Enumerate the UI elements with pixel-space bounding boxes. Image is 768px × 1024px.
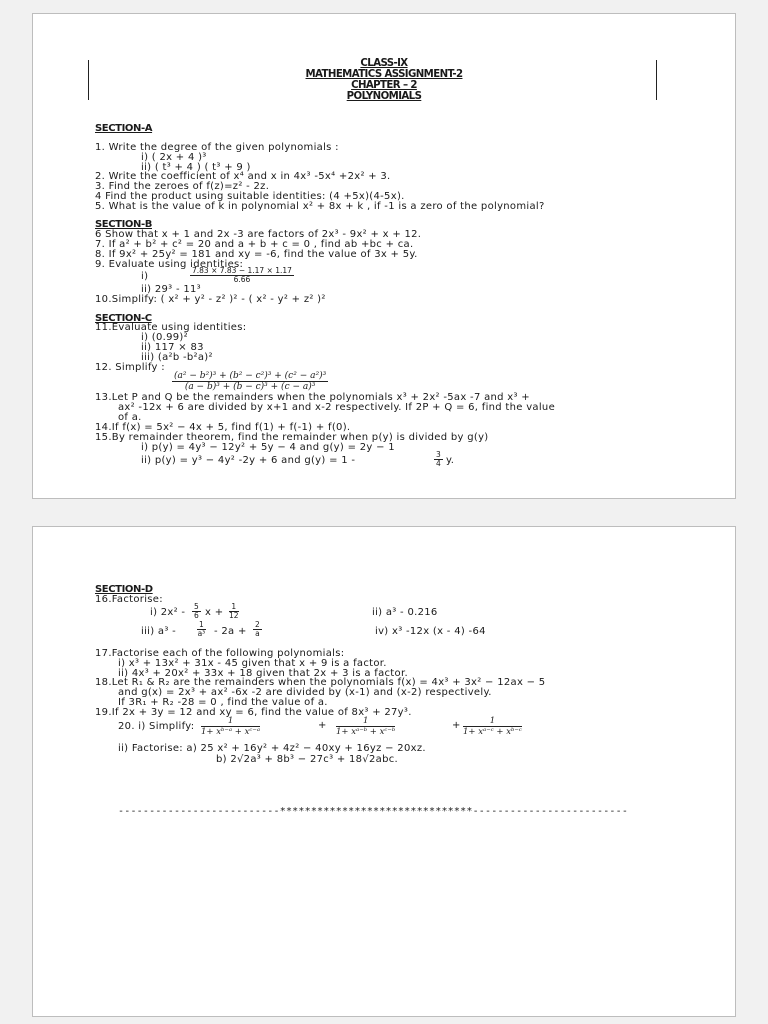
section-b-heading: SECTION-B [95, 219, 152, 230]
fraction-numerator: 1 [199, 620, 204, 629]
question-13-line-1: 13.Let P and Q be the remainders when the polynomials x³ + 2x² -5ax -7 and x³ + [95, 392, 530, 403]
question-11-part-iii: iii) (a²b -b²a)² [141, 352, 213, 363]
question-20-frac-1 [201, 716, 260, 737]
fraction-denominator: a³ [197, 629, 206, 638]
question-15-fraction [434, 451, 443, 468]
fraction-numerator: 1 [229, 603, 239, 612]
topic-heading: POLYNOMIALS [346, 91, 422, 102]
question-3: 3. Find the zeroes of f(z)=z² - 2z. [95, 181, 270, 192]
question-11-part-ii: ii) 117 × 83 [141, 342, 204, 353]
question-20-part-ii-a: ii) Factorise: a) 25 x² + 16y² + 4z² − 40xy + 16yz − 20xz. [118, 743, 426, 754]
section-c-heading: SECTION-C [95, 313, 152, 324]
section-a-heading: SECTION-A [95, 123, 153, 134]
question-17: 17.Factorise each of the following polynomials: [95, 648, 345, 659]
fraction-numerator: 1 [463, 716, 522, 727]
question-8: 8. If 9x² + 25y² = 181 and xy = -6, find the value of 3x + 5y. [95, 249, 418, 260]
plus-sign: + [318, 720, 327, 731]
fraction-denominator: 1+ xᵃ⁻ᶜ + xᵇ⁻ᶜ [463, 727, 522, 737]
question-13-line-2: ax² -12x + 6 are divided by x+1 and x-2 respectively. If 2P + Q = 6, find the value [118, 402, 556, 413]
fraction-denominator: 12 [229, 611, 239, 620]
question-20-frac-2 [336, 716, 395, 737]
question-19: 19.If 2x + 3y = 12 and xy = 6, find the value of 8x³ + 27y³. [95, 707, 412, 718]
fraction-numerator: 1 [336, 716, 395, 727]
question-16-i-frac-1 [192, 603, 201, 620]
question-9-part-i: i) [141, 271, 149, 282]
section-d-heading: SECTION-D [95, 584, 153, 595]
question-17-part-i: i) x³ + 13x² + 31x - 45 given that x + 9 is a factor. [118, 658, 387, 669]
fraction-denominator: (a − b)³ + (b − c)³ + (c − a)³ [184, 382, 316, 392]
question-15-part-ii: ii) p(y) = y³ − 4y² -2y + 6 and g(y) = 1 - [141, 455, 356, 466]
question-12: 12. Simplify : [95, 362, 165, 373]
question-11: 11.Evaluate using identities: [95, 322, 247, 333]
question-15-part-i: i) p(y) = 4y³ − 12y² + 5y − 4 and g(y) = 2y − 1 [141, 442, 395, 453]
question-11-part-i: i) (0.99)² [141, 332, 188, 343]
question-20-frac-3 [463, 716, 522, 737]
question-20-part-ii-b: b) 2√2a³ + 8b³ − 27c³ + 18√2abc. [216, 754, 399, 765]
question-16-part-ii: ii) a³ - 0.216 [372, 607, 438, 618]
question-10: 10.Simplify: ( x² + y² - z² )² - ( x² - y² + z² )² [95, 294, 326, 305]
question-7: 7. If a² + b² + c² = 20 and a + b + c = 0 , find ab +bc + ca. [95, 239, 414, 250]
end-separator: --------------------------*******************************------------------------- [118, 806, 629, 817]
question-16-i-frac-2 [229, 603, 239, 620]
question-16: 16.Factorise: [95, 594, 163, 605]
question-15-tail: y. [446, 455, 455, 466]
fraction-numerator: 5 [194, 602, 199, 611]
fraction-denominator: 6.66 [233, 275, 251, 284]
question-4: 4 Find the product using suitable identities: (4 +5x)(4-5x). [95, 191, 405, 202]
question-6: 6 Show that x + 1 and 2x -3 are factors of 2x³ - 9x² + x + 12. [95, 229, 422, 240]
question-13-line-3: of a. [118, 412, 142, 423]
fraction-numerator: (a² − b²)³ + (b² − c²)³ + (c² − a²)³ [174, 371, 327, 381]
fraction-numerator: 1 [201, 716, 260, 727]
fraction-denominator: 6 [194, 611, 199, 620]
fraction-denominator: 1+ xᵇ⁻ᵃ + xᶜ⁻ᵃ [201, 727, 261, 737]
assignment-heading: MATHEMATICS ASSIGNMENT-2 [305, 69, 463, 80]
class-heading: CLASS-IX [360, 58, 408, 69]
question-16-part-iv: iv) x³ -12x (x - 4) -64 [375, 626, 486, 637]
fraction-numerator: 7.83 × 7.83 − 1.17 × 1.17 [192, 266, 292, 275]
question-2: 2. Write the coefficient of x⁴ and x in 4x³ -5x⁴ +2x² + 3. [95, 171, 391, 182]
question-18-line-3: If 3R₁ + R₂ -28 = 0 , find the value of a. [118, 697, 328, 708]
question-9-part-ii: ii) 29³ - 11³ [141, 284, 201, 295]
chapter-heading: CHAPTER – 2 [351, 80, 417, 91]
question-16-iii-frac-2 [253, 621, 262, 638]
question-20-part-i: 20. i) Simplify: [118, 721, 195, 732]
question-16-iii-part-a: iii) a³ - [141, 626, 177, 637]
question-1-part-ii: ii) ( t³ + 4 ) ( t³ + 9 ) [141, 162, 251, 173]
question-12-fraction [172, 371, 328, 392]
fraction-numerator: 3 [436, 450, 441, 459]
question-16-iii-frac-1 [197, 621, 206, 638]
question-9-i-fraction [190, 267, 294, 284]
plus-sign: + [452, 720, 461, 731]
question-14: 14.If f(x) = 5x² − 4x + 5, find f(1) + f(-1) + f(0). [95, 422, 351, 433]
fraction-denominator: 1+ xᵃ⁻ᵇ + xᶜ⁻ᵇ [336, 727, 396, 737]
question-15: 15.By remainder theorem, find the remainder when p(y) is divided by g(y) [95, 432, 489, 443]
question-1-part-i: i) ( 2x + 4 )³ [141, 152, 207, 163]
question-9: 9. Evaluate using identities: [95, 259, 244, 270]
question-16-iii-part-b: - 2a + [214, 626, 247, 637]
question-18-line-2: and g(x) = 2x³ + ax² -6x -2 are divided by (x-1) and (x-2) respectively. [118, 687, 492, 698]
question-17-part-ii: ii) 4x³ + 20x² + 33x + 18 given that 2x + 3 is a factor. [118, 668, 408, 679]
fraction-denominator: 4 [436, 459, 441, 468]
question-16-i-part-b: x + [205, 607, 224, 618]
question-18-line-1: 18.Let R₁ & R₂ are the remainders when the polynomials f(x) = 4x³ + 3x² − 12ax − 5 [95, 677, 546, 688]
question-1: 1. Write the degree of the given polynomials : [95, 142, 339, 153]
question-16-i-part-a: i) 2x² - [150, 607, 186, 618]
fraction-denominator: a [255, 629, 260, 638]
fraction-numerator: 2 [255, 620, 260, 629]
question-5: 5. What is the value of k in polynomial x² + 8x + k , if -1 is a zero of the polynomial? [95, 201, 545, 212]
